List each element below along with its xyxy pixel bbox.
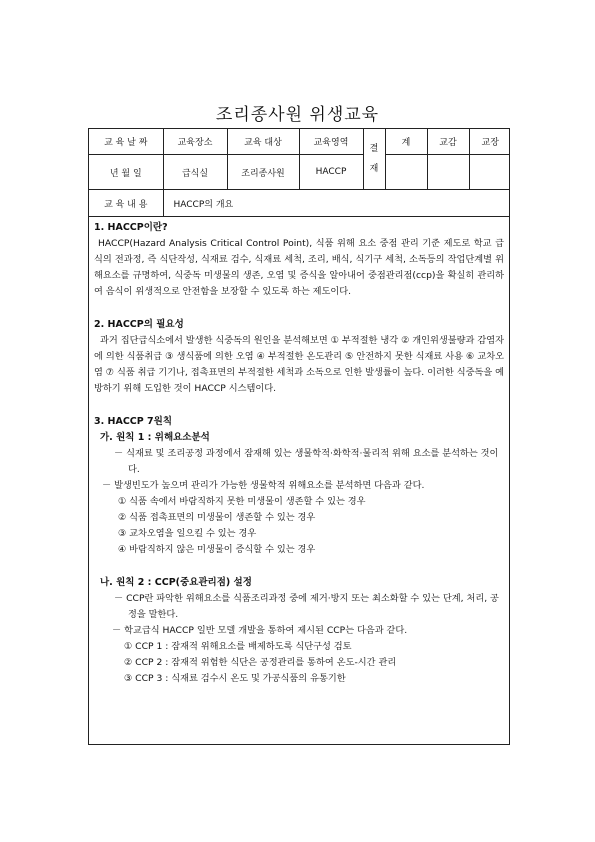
principle-1-item: ③ 교차오염을 일으킬 수 있는 경우 (118, 528, 257, 539)
content-label: 교 육 내 용 (89, 190, 163, 217)
target-value: 조리종사원 (227, 155, 299, 190)
col-date-label: 교 육 날 짜 (89, 129, 163, 155)
principle-2-item: ② CCP 2 : 잠재적 위험한 식단은 공정관리를 통하여 온도-시간 관리 (124, 657, 397, 668)
section-1-text: HACCP(Hazard Analysis Critical Control Point), 식품 위해 요소 중점 관리 기준 제도로 학교 급식의 전과정, 즉 식단작성, 식재료 검수, 식재료 세척, 조리, 배식, 식기구 세척, 소독등의 작업단계별 위해요소를 규명하여, 식중독 미생물의 생존, 오염 및 증식을 알아내어 중점관리점(ccp)을 확실히 관리하여 음식이 위생적으로 안전함을 보장할 수 있도록 하는 제도이다. (94, 238, 504, 297)
content-value: HACCP의 개요 (163, 190, 510, 217)
col-staff-label: 계 (385, 129, 427, 155)
section-1-title: 1. HACCP이란? (94, 222, 168, 233)
vice-sign-box[interactable] (427, 155, 469, 190)
education-form (88, 128, 510, 745)
page-title: 조리종사원 위생교육 (215, 105, 380, 125)
principle-2-bullet-1: － CCP란 파악한 위해요소를 식품조리과정 중에 제거·방지 또는 최소화할 수 있는 단계, 처리, 공정을 말한다. (114, 593, 499, 620)
section-3-title: 3. HACCP 7원칙 (94, 416, 173, 427)
approval-label (363, 129, 385, 190)
staff-sign-box[interactable] (385, 155, 427, 190)
principle-1-bullet-2: － 발생빈도가 높으며 관리가 가능한 생물학적 위해요소를 분석하면 다음과 같다. (102, 480, 425, 491)
principle-1-title: 가. 원칙 1 : 위해요소분석 (100, 432, 210, 443)
principal-sign-box[interactable] (469, 155, 510, 190)
info-table (89, 129, 510, 217)
principle-1-item: ② 식품 접촉표면의 미생물이 생존할 수 있는 경우 (118, 512, 316, 523)
col-place-label: 교육장소 (163, 129, 227, 155)
place-value: 급식실 (163, 155, 227, 190)
principle-2-title: 나. 원칙 2 : CCP(중요관리점) 설정 (100, 577, 252, 588)
area-value: HACCP (299, 155, 363, 190)
principle-2-item: ③ CCP 3 : 식재료 검수시 온도 및 가공식품의 유통기한 (124, 673, 346, 684)
col-principal-label: 교장 (469, 129, 510, 155)
section-2-title: 2. HACCP의 필요성 (94, 319, 184, 330)
principle-1-bullet-1: － 식재료 및 조리공정 과정에서 잠재해 있는 생물학적·화학적·물리적 위해 요소를 분석하는 것이다. (114, 448, 499, 475)
col-target-label: 교육 대상 (227, 129, 299, 155)
principle-1-item: ④ 바람직하지 않은 미생물이 증식할 수 있는 경우 (118, 544, 316, 555)
section-2-text: 과거 집단급식소에서 발생한 식중독의 원인을 분석해보면 ① 부적절한 냉각 ② 개인위생불량과 감염자에 의한 식품취급 ③ 생식품에 의한 오염 ④ 부적절한 온도관리 ⑤ 안전하지 못한 식재료 사용 ⑥ 교차오염 ⑦ 식품 취급 기기나, 접촉표면의 부적절한 세척과 소독으로 인한 발생률이 높다. 이러한 식중독을 예방하기 위해 도입한 것이 HACCP 시스템이다. (94, 335, 504, 394)
principle-2-bullet-2: － 학교급식 HACCP 일반 모델 개발을 통하여 제시된 CCP는 다음과 같다. (112, 625, 408, 636)
principle-2-item: ① CCP 1 : 잠재적 위해요소를 배제하도록 식단구성 검토 (124, 641, 352, 652)
principle-1-item: ① 식품 속에서 바람직하지 못한 미생물이 생존할 수 있는 경우 (118, 496, 366, 507)
approval-text: 결 재 (369, 144, 379, 174)
date-value: 년 월 일 (89, 155, 163, 190)
col-vice-label: 교감 (427, 129, 469, 155)
col-area-label: 교육영역 (299, 129, 363, 155)
content-body (89, 217, 509, 687)
